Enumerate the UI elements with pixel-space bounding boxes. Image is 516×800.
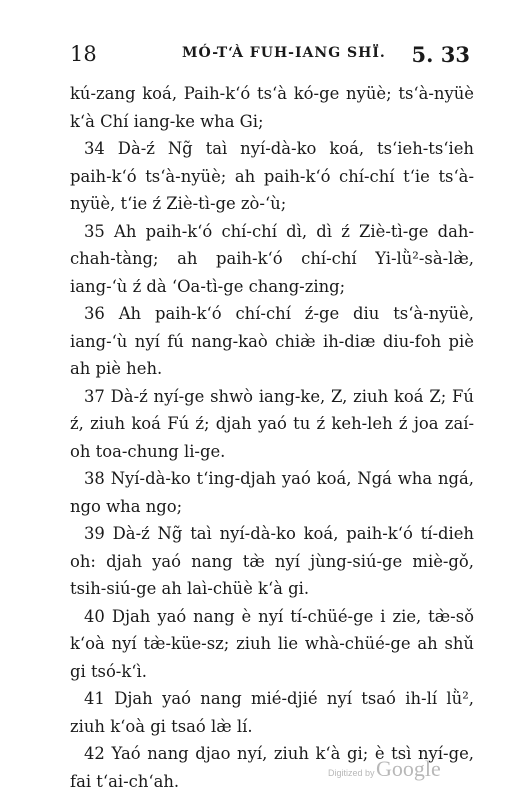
verse-41: 41 Djah yaó nang mié-djié nyí tsaó ih-lí lǜ², ziuh k‘oà gi tsaó læ̀ lí. bbox=[70, 689, 474, 736]
digitization-watermark bbox=[328, 756, 448, 786]
verse-40: 40 Djah yaó nang è nyí tí-chüé-ge i zie, tæ̀-sǒ k‘oà nyí tæ̀-küe-sz; ziuh lie whà-chüé-ge ah shǔ gi tsó-k‘ì. bbox=[70, 606, 474, 681]
scripture-text bbox=[70, 80, 474, 795]
verse-37: 37 Dà-ź nyí-ge shwò iang-ke, Z, ziuh koá Z; Fú ź, ziuh koá Fú ź; djah yaó tu ź keh-leh ź joa zaí-oh toa-chung li-ge. bbox=[70, 386, 474, 461]
chapter-verse-reference: 5. 33 bbox=[411, 42, 470, 67]
verse-34: 34 Dà-ź Ng̃ taì nyí-dà-ko koá, ts‘ieh-ts‘ieh paih-k‘ó ts‘à-nyüè; ah paih-k‘ó chí-chí t‘ie ts‘à-nyüè, t‘ie ź Ziè-tì-ge zò-‘ù; bbox=[70, 139, 474, 213]
verse-39: 39 Dà-ź Ng̃ taì nyí-dà-ko koá, paih-k‘ó tí-dieh oh: djah yaó nang tæ̀ nyí jùng-siú-ge miè-gǒ, tsih-siú-ge ah laì-chüè k‘à gi. bbox=[70, 524, 474, 598]
google-logo: Google bbox=[376, 756, 441, 781]
running-title: MÓ-T‘À FUH-IANG SHÏ. bbox=[182, 45, 386, 61]
page-number: 18 bbox=[70, 42, 97, 66]
digitized-by-label: Digitized by bbox=[328, 768, 375, 778]
page-header bbox=[70, 42, 470, 68]
verse-35: 35 Ah paih-k‘ó chí-chí dì, dì ź Ziè-tì-ge dah-chah-tàng; ah paih-k‘ó chí-chí Yi-lǜ²-sà-læ̀, iang-‘ù ź dà ‘Oa-tì-ge chang-zing; bbox=[70, 221, 474, 296]
verse-36: 36 Ah paih-k‘ó chí-chí ź-ge diu ts‘à-nyüè, iang-‘ù nyí fú nang-kaò chiæ̀ ih-diæ diu-foh piè ah piè heh. bbox=[70, 304, 474, 378]
verse-42: 42 Yaó nang djao nyí, ziuh k‘à gi; è tsì nyí-ge, fai t‘ai-ch‘ah. bbox=[70, 744, 474, 791]
continuation-paragraph: kú-zang koá, Paih-k‘ó ts‘à kó-ge nyüè; ts‘à-nyüè k‘à Chí iang-ke wha Gi; bbox=[70, 84, 474, 131]
verse-38: 38 Nyí-dà-ko t‘ing-djah yaó koá, Ngá wha ngá, ngo wha ngo; bbox=[70, 469, 474, 516]
